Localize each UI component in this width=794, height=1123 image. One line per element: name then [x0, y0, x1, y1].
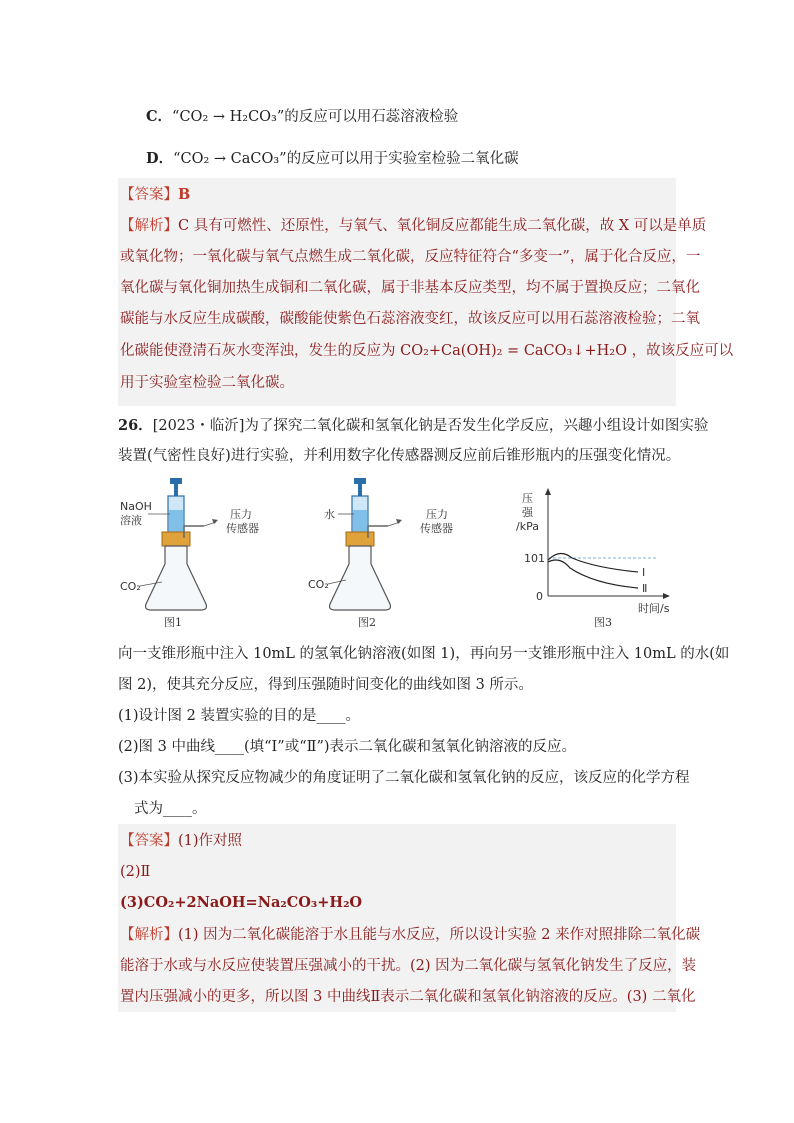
fig3-curve-2-label: Ⅱ — [642, 582, 648, 595]
fig3-curve-1 — [548, 553, 638, 572]
option-c-text: “CO₂ → H₂CO₃”的反应可以用石蕊溶液检验 — [172, 109, 459, 125]
fig1-caption: 图1 — [164, 616, 182, 629]
figure-3-chart — [516, 488, 670, 629]
analysis-2-tag: 【解析】 — [120, 927, 178, 943]
fig2-gas-label: CO₂ — [308, 578, 329, 591]
sub-question-1: (1)设计图 2 装置实验的目的是____。 — [118, 708, 360, 724]
fig3-y-label-2: 强 — [522, 506, 533, 519]
fig1-sensor-label-2: 传感器 — [226, 522, 259, 535]
sub-question-3-cont: 式为____。 — [134, 801, 207, 817]
analysis-1-line-1: 【解析】C 具有可燃性、还原性，与氧气、氧化铜反应都能生成二氧化碳，故 X 可以是单质 — [120, 218, 707, 234]
figure-1 — [120, 478, 259, 629]
answer-1 — [120, 185, 190, 205]
analysis-tag: 【解析】 — [120, 218, 178, 234]
analysis-2-line-2: 能溶于水或与水反应使装置压强减小的干扰。(2) 因为二氧化碳与氢氧化钠发生了反应，装 — [120, 958, 697, 974]
option-d-text: “CO₂ → CaCO₃”的反应可以用于实验室检验二氧化碳 — [173, 151, 519, 167]
fig3-y-tick: 101 — [524, 552, 545, 565]
fig2-caption: 图2 — [358, 616, 376, 629]
fig3-curve-1-label: Ⅰ — [642, 566, 646, 579]
answer-2-line-1: 【答案】(1)作对照 — [120, 833, 243, 849]
question-stem-line-2: 装置(气密性良好)进行实验，并利用数字化传感器测反应前后锥形瓶内的压强变化情况。 — [118, 448, 681, 464]
question-body-line-2: 图 2)，使其充分反应，得到压强随时间变化的曲线如图 3 所示。 — [118, 677, 533, 693]
fig2-liquid-label: 水 — [324, 508, 335, 521]
fig3-y-label-1: 压 — [522, 492, 533, 505]
fig1-liquid-label: NaOH — [120, 500, 152, 513]
fig3-caption: 图3 — [594, 616, 612, 629]
analysis-1-line-3: 氧化碳与氧化铜加热生成铜和二氧化碳，属于非基本反应类型，均不属于置换反应；二氧化 — [120, 280, 700, 296]
analysis-1-line-5: 化碳能使澄清石灰水变浑浊，发生的反应为 CO₂+Ca(OH)₂ = CaCO₃↓+H₂O ，故该反应可以 — [120, 343, 734, 359]
analysis-1-line-2: 或氧化物；一氧化碳与氧气点燃生成二氧化碳，反应特征符合“多变一”，属于化合反应，一 — [120, 249, 701, 265]
fig1-liquid-label-2: 溶液 — [120, 514, 142, 527]
answer-2-line-2: (2)Ⅱ — [120, 864, 151, 880]
fig3-origin: 0 — [536, 590, 543, 603]
option-d — [146, 149, 519, 169]
answer-2-line-3: (3)CO₂+2NaOH=Na₂CO₃+H₂O — [120, 894, 363, 911]
fig2-sensor-label: 压力 — [426, 508, 448, 521]
option-c — [146, 107, 458, 127]
question-body-line-1: 向一支锥形瓶中注入 10mL 的氢氧化钠溶液(如图 1)，再向另一支锥形瓶中注入 10mL 的水(如 — [118, 646, 730, 662]
analysis-2-line-3: 置内压强减小的更多，所以图 3 中曲线Ⅱ表示二氧化碳和氢氧化钠溶液的反应。(3) 二氧化 — [120, 989, 696, 1005]
question-number: 26． — [118, 417, 153, 434]
sub-question-2: (2)图 3 中曲线____(填“Ⅰ”或“Ⅱ”)表示二氧化碳和氢氧化钠溶液的反应。 — [118, 739, 577, 755]
fig3-x-label: 时间/s — [638, 602, 670, 615]
sub-question-3: (3)本实验从探究反应物减少的角度证明了二氧化碳和氢氧化钠的反应，该反应的化学方程 — [118, 770, 690, 786]
fig1-sensor-label: 压力 — [230, 508, 252, 521]
experiment-figures — [118, 472, 678, 632]
answer-2-tag: 【答案】 — [120, 833, 178, 849]
analysis-2-line-1: 【解析】(1) 因为二氧化碳能溶于水且能与水反应，所以设计实验 2 来作对照排除二氧化碳 — [120, 927, 701, 943]
fig2-sensor-label-2: 传感器 — [420, 522, 453, 535]
option-d-letter: D． — [146, 150, 174, 167]
fig1-gas-label: CO₂ — [120, 580, 141, 593]
figure-2 — [308, 478, 453, 629]
answer-block-2 — [118, 824, 676, 1012]
question-stem-line-1: 26．[2023・临沂]为了探究二氧化碳和氢氧化钠是否发生化学反应，兴趣小组设计如图实验 — [118, 417, 709, 434]
option-c-letter: C． — [146, 108, 173, 125]
analysis-1-line-6: 用于实验室检验二氧化碳。 — [120, 375, 294, 391]
fig3-y-label-3: /kPa — [516, 520, 539, 533]
answer-value: B — [178, 186, 191, 203]
answer-tag: 【答案】 — [120, 187, 178, 203]
analysis-1-line-4: 碳能与水反应生成碳酸，碳酸能使紫色石蕊溶液变红，故该反应可以用石蕊溶液检验；二氧 — [120, 311, 700, 327]
